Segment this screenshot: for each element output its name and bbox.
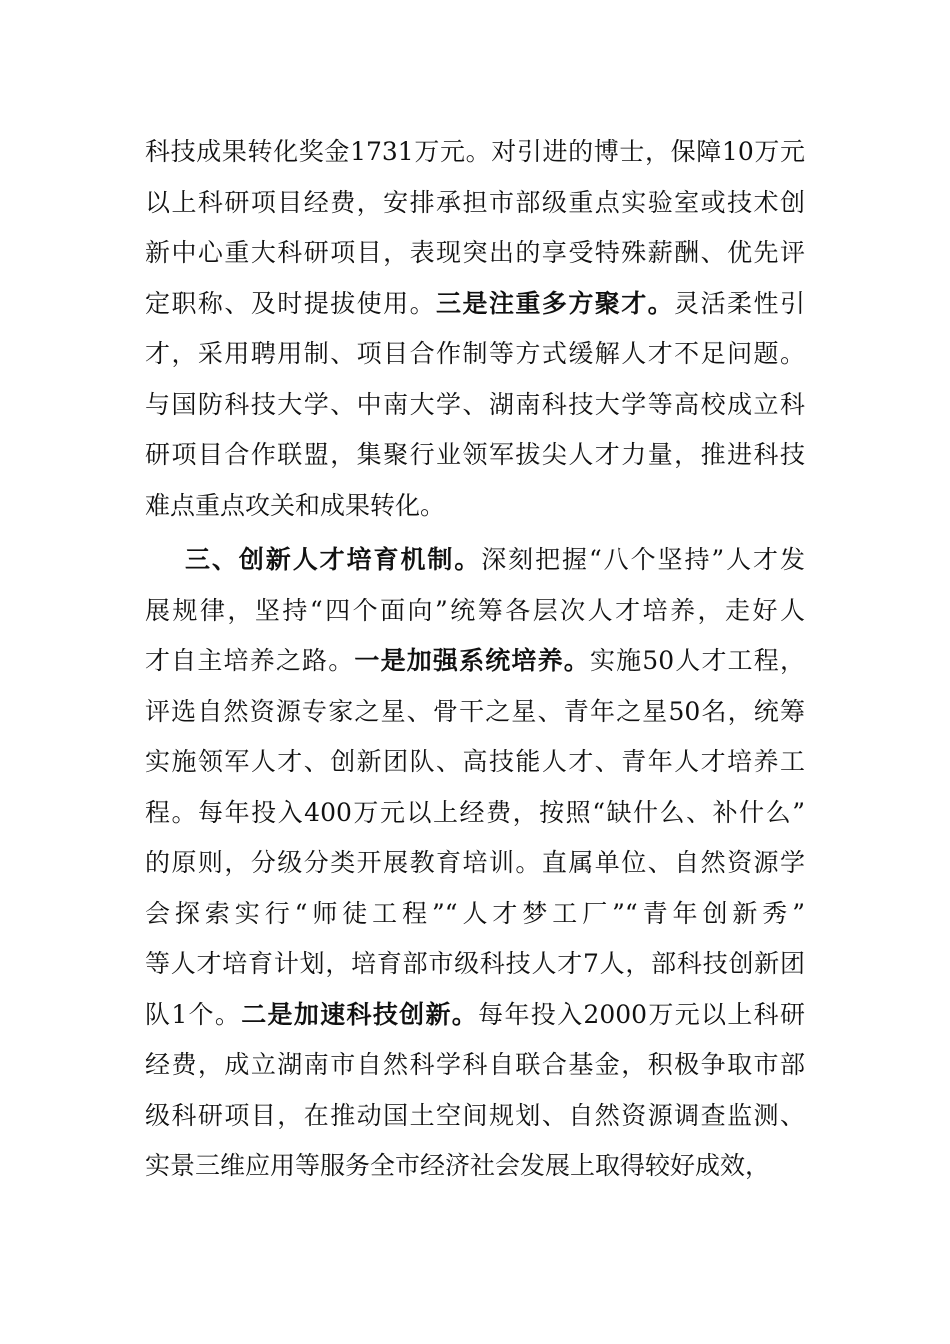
body-text: 与国防科技大学、中南大学、湖南科技大学等高校成立科 — [145, 389, 805, 419]
text-line — [145, 990, 805, 1041]
body-text: 等人才培育计划，培育部市级科技人才7人，部科技创新团 — [145, 949, 805, 978]
text-line — [145, 279, 805, 330]
body-text: 实景三维应用等服务全市经济社会发展上取得较好成效， — [145, 1151, 771, 1180]
body-text: 展规律，坚持“四个面向”统筹各层次人才培养，走好人 — [145, 595, 805, 625]
paragraph-talent-introduction — [145, 127, 805, 531]
text-line — [145, 535, 805, 586]
body-text: 的原则，分级分类开展教育培训。直属单位、自然资源学 — [145, 848, 805, 877]
text-line — [145, 329, 805, 380]
body-text: 才自主培养之路。 — [145, 646, 355, 675]
body-text: 定职称、及时提拔使用。 — [145, 288, 437, 318]
body-text: 实施50人才工程， — [589, 646, 805, 675]
text-line — [145, 1040, 805, 1091]
body-text: 级科研项目，在推动国土空间规划、自然资源调查监测、 — [145, 1100, 805, 1130]
body-text: 评选自然资源专家之星、骨干之星、青年之星50名，统筹 — [145, 696, 805, 726]
body-text: 深刻把握“八个坚持”人才发 — [481, 545, 805, 574]
body-text: 新中心重大科研项目，表现突出的享受特殊薪酬、优先评 — [145, 238, 805, 267]
text-line — [145, 838, 805, 889]
text-line — [145, 228, 805, 279]
bold-heading-text: 三、创新人才培育机制。 — [185, 545, 482, 574]
bold-heading-text: 二是加速科技创新。 — [241, 999, 479, 1029]
text-line — [145, 1091, 805, 1142]
text-line — [145, 380, 805, 431]
body-text: 研项目合作联盟，集聚行业领军拔尖人才力量，推进科技 — [145, 440, 805, 469]
body-text: 经费，成立湖南市自然科学科自联合基金，积极争取市部 — [145, 1050, 805, 1079]
text-line — [145, 687, 805, 738]
body-text: 科技成果转化奖金1731万元。对引进的博士，保障10万元 — [145, 137, 805, 166]
text-line — [145, 737, 805, 788]
body-text: 会探索实行“师徒工程”“人才梦工厂”“青年创新秀” — [145, 898, 805, 928]
text-line — [145, 430, 805, 481]
text-line — [145, 889, 805, 940]
body-text: 以上科研项目经费，安排承担市部级重点实验室或技术创 — [145, 187, 805, 217]
body-text: 程。每年投入400万元以上经费，按照“缺什么、补什么” — [145, 797, 805, 827]
body-text: 队1个。 — [145, 999, 242, 1029]
paragraph-talent-cultivation — [145, 535, 805, 1192]
body-text: 灵活柔性引 — [674, 288, 805, 318]
text-line — [145, 178, 805, 229]
bold-heading-text: 三是注重多方聚才。 — [436, 288, 675, 318]
text-line — [145, 481, 805, 532]
text-line — [145, 127, 805, 178]
text-line — [145, 586, 805, 637]
bold-heading-text: 一是加强系统培养。 — [354, 646, 590, 675]
text-line — [145, 788, 805, 839]
body-text: 才，采用聘用制、项目合作制等方式缓解人才不足问题。 — [145, 339, 805, 368]
text-line — [145, 939, 805, 990]
body-text: 难点重点攻关和成果转化。 — [145, 490, 446, 520]
text-line — [145, 636, 805, 687]
body-text: 实施领军人才、创新团队、高技能人才、青年人才培养工 — [145, 747, 805, 776]
text-line — [145, 1141, 805, 1192]
body-text: 每年投入2000万元以上科研 — [478, 999, 805, 1029]
